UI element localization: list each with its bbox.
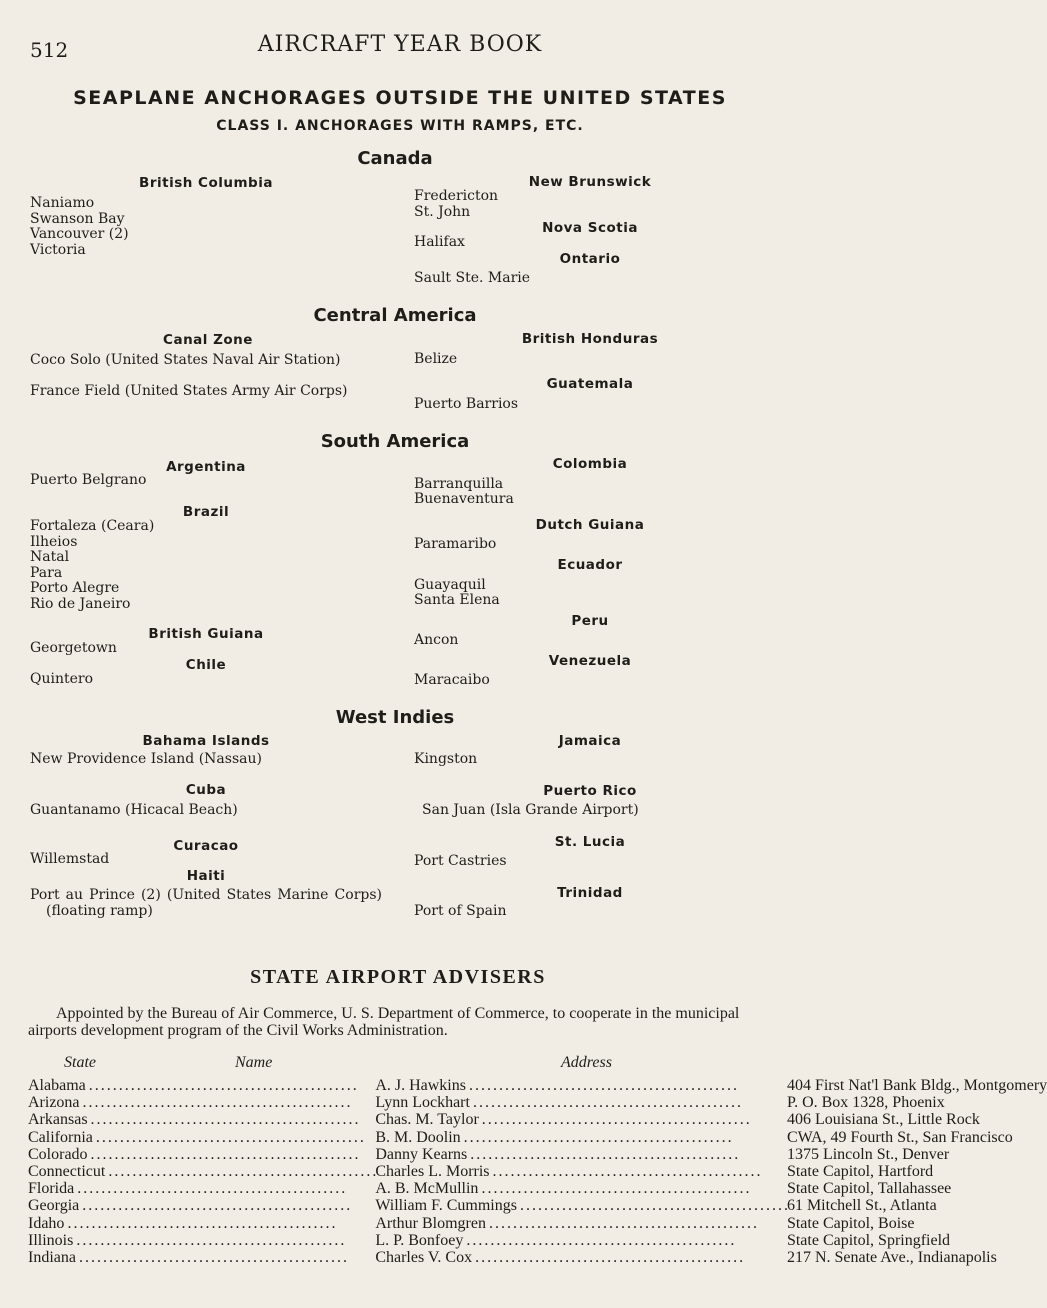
name-cell: William F. Cummings . . . (375, 1197, 787, 1214)
state-cell: Alabama . . . (28, 1077, 375, 1094)
list-item: Naniamo (30, 195, 95, 211)
list-item: Maracaibo (414, 672, 490, 688)
name-cell: Chas. M. Taylor . . . (375, 1111, 787, 1128)
list-item: Port of Spain (414, 903, 507, 919)
subheading-chile: Chile (185, 657, 227, 673)
subheading-ecuador: Ecuador (557, 557, 623, 573)
table-row (28, 1129, 1047, 1146)
subheading-curacao: Curacao (173, 838, 239, 854)
list-item: New Providence Island (Nassau) (30, 751, 262, 767)
subheading-british-honduras: British Honduras (521, 331, 659, 347)
region-heading-south-america: South America (320, 431, 470, 452)
subheading-new-brunswick: New Brunswick (528, 174, 652, 190)
address-cell: 406 Louisiana St., Little Rock (786, 1111, 980, 1129)
list-item: Swanson Bay (30, 210, 125, 227)
list-item: Ilheios (30, 533, 78, 550)
name-cell: A. J. Hawkins . . . (375, 1077, 787, 1094)
state-cell: Arizona . . . (28, 1094, 375, 1111)
state-cell: Arkansas . . . (28, 1111, 375, 1128)
name-cell: Lynn Lockhart . . . (375, 1094, 787, 1111)
table-row (28, 1163, 1047, 1180)
state-cell: Florida . . . (28, 1180, 375, 1197)
list-item: Willemstad (30, 851, 110, 867)
subheading-st-lucia: St. Lucia (554, 834, 626, 850)
address-cell: State Capitol, Springfield (786, 1231, 951, 1249)
advisers-intro: Appointed by the Bureau of Air Commerce, U. S. Department of Commerce, to cooperate in the municipal airports development program of the Civil Works Administration. (28, 1005, 740, 1039)
page-number: 512 (30, 38, 69, 62)
subheading-cuba: Cuba (185, 782, 227, 798)
state-cell: Georgia . . . (28, 1197, 375, 1214)
address-cell: 404 First Nat'l Bank Bldg., Montgomery (786, 1077, 1047, 1094)
table-row (28, 1215, 1047, 1232)
address-cell: CWA, 49 Fourth St., San Francisco (786, 1128, 1013, 1146)
advisers-table (28, 1077, 1047, 1266)
list-item: Halifax (414, 234, 465, 250)
region-heading-canada: Canada (357, 148, 433, 169)
address-cell: P. O. Box 1328, Phoenix (786, 1094, 945, 1112)
address-cell: State Capitol, Hartford (786, 1163, 934, 1181)
list-item: Georgetown (30, 640, 117, 656)
table-row (28, 1197, 1047, 1214)
list-item: Puerto Belgrano (30, 472, 147, 488)
table-row (28, 1094, 1047, 1111)
name-cell: Charles V. Cox . . . (375, 1249, 787, 1266)
state-cell: Illinois . . . (28, 1232, 375, 1249)
list-item: Rio de Janeiro (30, 595, 131, 612)
region-heading-west-indies: West Indies (335, 707, 455, 728)
subheading-argentina: Argentina (166, 459, 246, 475)
table-row (28, 1077, 1047, 1094)
anchorages-subtitle: CLASS I. ANCHORAGES WITH RAMPS, ETC. (216, 118, 584, 134)
list-item: Porto Alegre (30, 580, 120, 596)
list-item: Kingston (414, 751, 478, 767)
name-cell: Charles L. Morris . . . (375, 1163, 787, 1180)
list-item: Puerto Barrios (414, 396, 519, 412)
list-item: Port au Prince (2) (United States Marine Corps) (floating ramp) (30, 887, 382, 919)
subheading-venezuela: Venezuela (548, 653, 632, 669)
subheading-canal-zone: Canal Zone (163, 332, 253, 348)
address-cell: 1375 Lincoln St., Denver (786, 1145, 950, 1163)
list-item: Quintero (30, 671, 94, 687)
subheading-trinidad: Trinidad (557, 885, 623, 901)
state-cell: Colorado . . . (28, 1146, 375, 1163)
name-cell: Danny Kearns . . . (375, 1146, 787, 1163)
list-item: Vancouver (2) (30, 226, 129, 242)
subheading-haiti: Haiti (186, 868, 226, 884)
address-cell: 217 N. Senate Ave., Indianapolis (786, 1249, 997, 1267)
subheading-jamaica: Jamaica (558, 733, 622, 749)
table-row (28, 1232, 1047, 1249)
state-cell: Idaho . . . (28, 1215, 375, 1232)
table-row (28, 1111, 1047, 1128)
list-item: Barranquilla (414, 476, 504, 492)
table-row (28, 1249, 1047, 1266)
name-cell: Arthur Blomgren . . . (375, 1215, 787, 1232)
subheading-peru: Peru (571, 613, 609, 629)
anchorages-title: SEAPLANE ANCHORAGES OUTSIDE THE UNITED STATES (73, 87, 727, 109)
subheading-dutch-guiana: Dutch Guiana (535, 517, 645, 533)
list-item: Santa Elena (414, 592, 500, 608)
subheading-puerto-rico: Puerto Rico (543, 783, 637, 799)
state-cell: Connecticut . . . (28, 1163, 375, 1180)
list-item: Port Castries (414, 853, 507, 869)
list-item: Fortaleza (Ceara) (30, 518, 155, 534)
address-cell: State Capitol, Boise (786, 1214, 915, 1232)
state-cell: California . . . (28, 1129, 375, 1146)
running-head: AIRCRAFT YEAR BOOK (257, 32, 543, 57)
list-item: Guantanamo (Hicacal Beach) (30, 802, 238, 818)
name-cell: A. B. McMullin . . . (375, 1180, 787, 1197)
subheading-british-guiana: British Guiana (148, 626, 264, 642)
list-item: Victoria (30, 241, 86, 258)
name-cell: B. M. Doolin . . . (375, 1129, 787, 1146)
address-cell: State Capitol, Tallahassee (786, 1180, 952, 1198)
list-item: San Juan (Isla Grande Airport) (422, 802, 639, 818)
column-header-address: Address (561, 1054, 612, 1071)
subheading-british-columbia: British Columbia (139, 175, 273, 191)
list-item: Coco Solo (United States Naval Air Station) (30, 352, 341, 368)
list-item: St. John (414, 204, 471, 220)
advisers-title: STATE AIRPORT ADVISERS (250, 966, 546, 988)
column-header-name: Name (235, 1054, 273, 1071)
subheading-brazil: Brazil (182, 504, 230, 520)
column-header-state: State (64, 1054, 96, 1071)
list-item: Fredericton (414, 188, 499, 204)
subheading-colombia: Colombia (552, 456, 628, 472)
list-item: Para (30, 564, 63, 581)
list-item: Belize (414, 351, 458, 367)
list-item: Paramaribo (414, 536, 497, 552)
name-cell: L. P. Bonfoey . . . (375, 1232, 787, 1249)
list-item: Buenaventura (414, 491, 514, 507)
list-item: Sault Ste. Marie (414, 270, 531, 286)
subheading-bahama-islands: Bahama Islands (142, 733, 270, 749)
table-row (28, 1180, 1047, 1197)
state-cell: Indiana . . . (28, 1249, 375, 1266)
region-heading-central-america: Central America (313, 305, 477, 326)
address-cell: 61 Mitchell St., Atlanta (786, 1197, 937, 1215)
list-item: Natal (30, 549, 70, 565)
list-item: France Field (United States Army Air Corps) (30, 383, 348, 399)
list-item: Ancon (414, 632, 459, 648)
table-row (28, 1146, 1047, 1163)
subheading-guatemala: Guatemala (546, 376, 634, 392)
list-item: Guayaquil (414, 577, 486, 593)
subheading-nova-scotia: Nova Scotia (542, 220, 638, 236)
subheading-ontario: Ontario (559, 251, 621, 267)
